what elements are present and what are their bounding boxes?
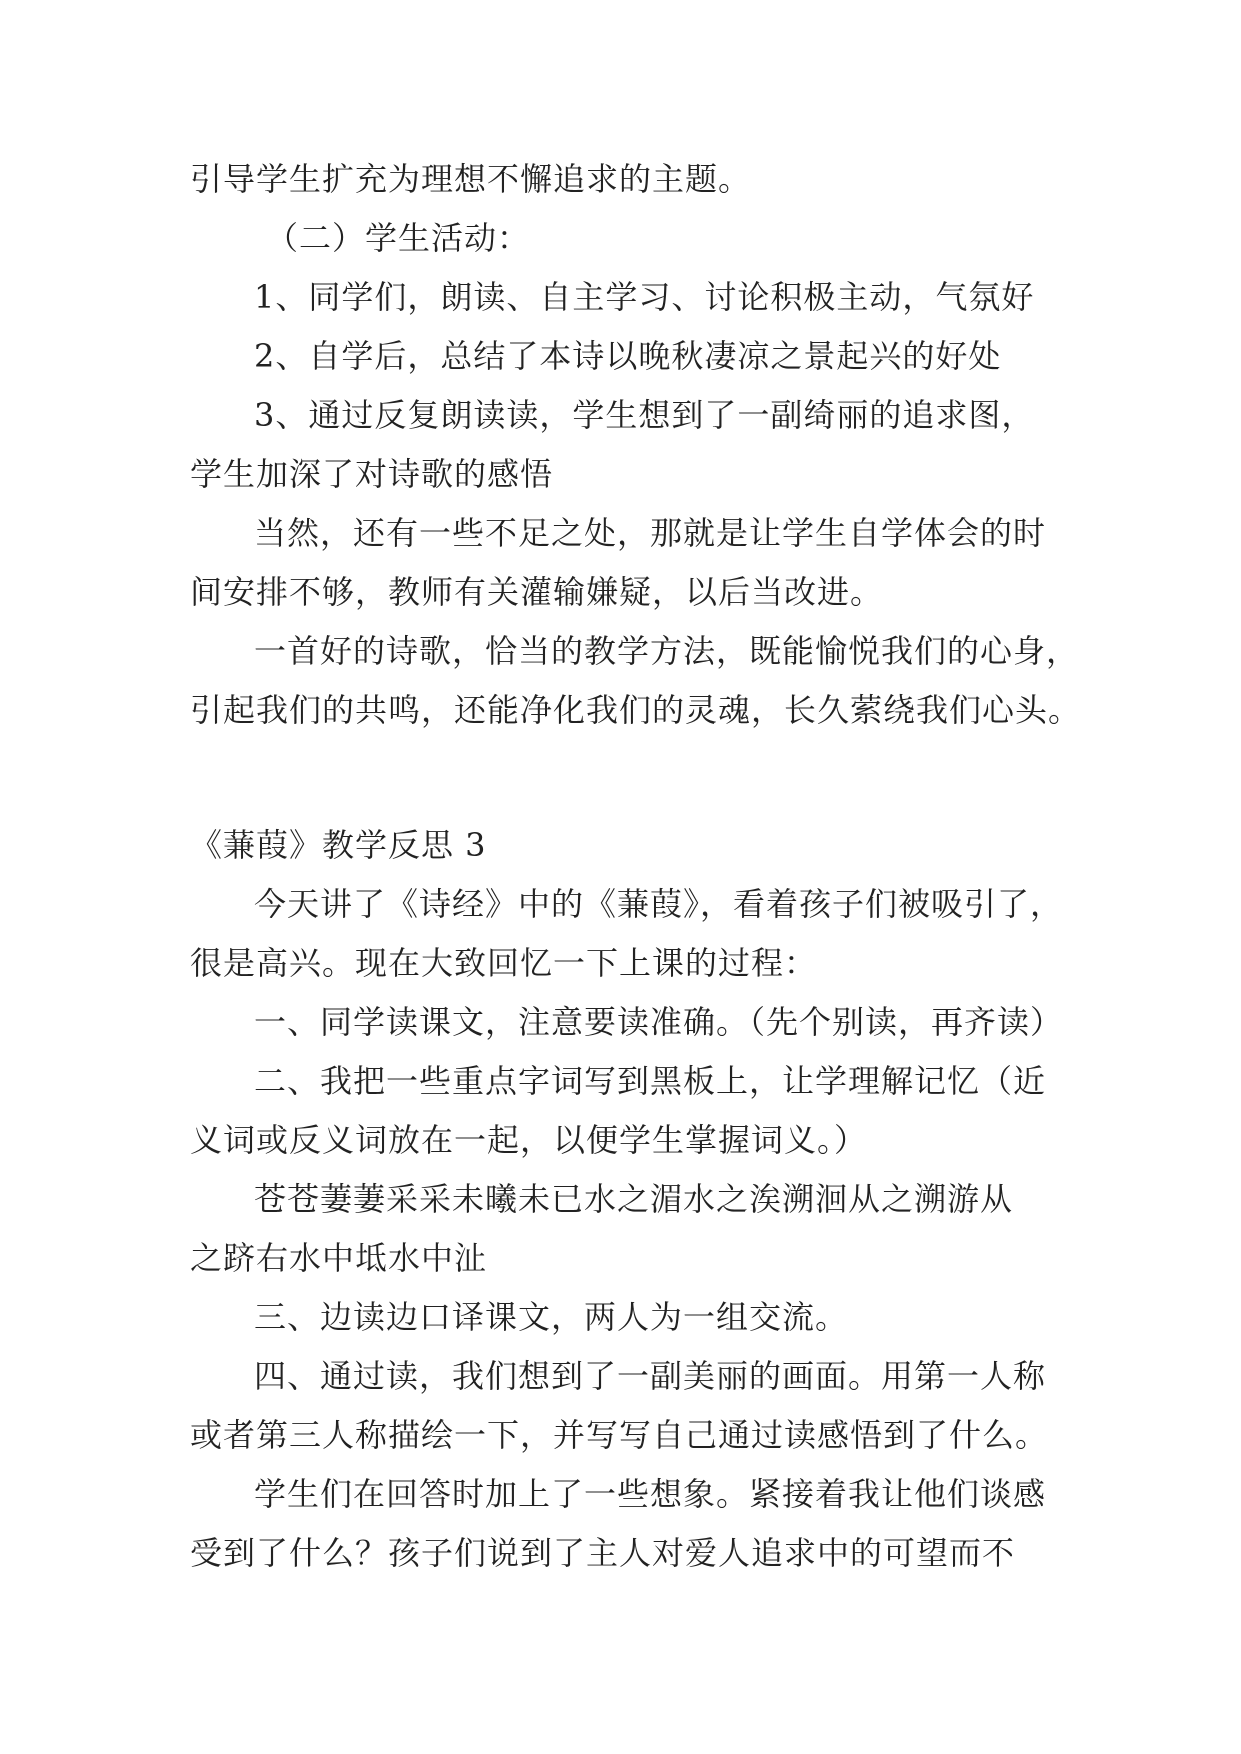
text-line: 二、我把一些重点字词写到黑板上，让学理解记忆（近 <box>254 1062 1047 1100</box>
text-line: 一首好的诗歌，恰当的教学方法，既能愉悦我们的心身， <box>254 632 1080 670</box>
text-line: 或者第三人称描绘一下，并写写自己通过读感悟到了什么。 <box>190 1416 1049 1454</box>
text-line: 很是高兴。现在大致回忆一下上课的过程： <box>190 944 818 982</box>
text-line: 三、边读边口译课文，两人为一组交流。 <box>254 1298 849 1336</box>
text-line: 受到了什么？孩子们说到了主人对爱人追求中的可望而不 <box>190 1534 1016 1572</box>
text-line: 学生们在回答时加上了一些想象。紧接着我让他们谈感 <box>254 1475 1047 1513</box>
text-line: 学生加深了对诗歌的感悟 <box>190 455 554 493</box>
text-line: 义词或反义词放在一起，以便学生掌握词义。） <box>190 1121 868 1159</box>
text-line: 四、通过读，我们想到了一副美丽的画面。用第一人称 <box>254 1357 1047 1395</box>
text-line: 间安排不够，教师有关灌输嫌疑，以后当改进。 <box>190 573 884 611</box>
section-heading: 《蒹葭》教学反思 3 <box>190 826 487 864</box>
text-line: 一、同学读课文，注意要读准确。（先个别读，再齐读） <box>254 1003 1064 1041</box>
text-line: 3、通过反复朗读读，学生想到了一副绮丽的追求图， <box>254 396 1035 434</box>
blank-line <box>190 740 1070 816</box>
text-line: 苍苍萋萋采采未曦未已水之湄水之涘溯洄从之溯游从 <box>254 1180 1014 1218</box>
text-line: 引导学生扩充为理想不懈追求的主题。 <box>190 160 752 198</box>
text-line: 引起我们的共鸣，还能净化我们的灵魂，长久萦绕我们心头。 <box>190 691 1082 729</box>
text-line: 1、同学们，朗读、自主学习、讨论积极主动，气氛好 <box>254 278 1035 316</box>
text-line: （二）学生活动： <box>266 219 531 257</box>
text-line: 今天讲了《诗经》中的《蒹葭》，看着孩子们被吸引了， <box>254 885 1064 923</box>
text-line: 2、自学后，总结了本诗以晚秋凄凉之景起兴的好处 <box>254 337 1002 375</box>
document-body <box>190 150 1082 1583</box>
text-line: 之跻右水中坻水中沚 <box>190 1239 488 1277</box>
text-line: 当然，还有一些不足之处，那就是让学生自学体会的时 <box>254 514 1047 552</box>
